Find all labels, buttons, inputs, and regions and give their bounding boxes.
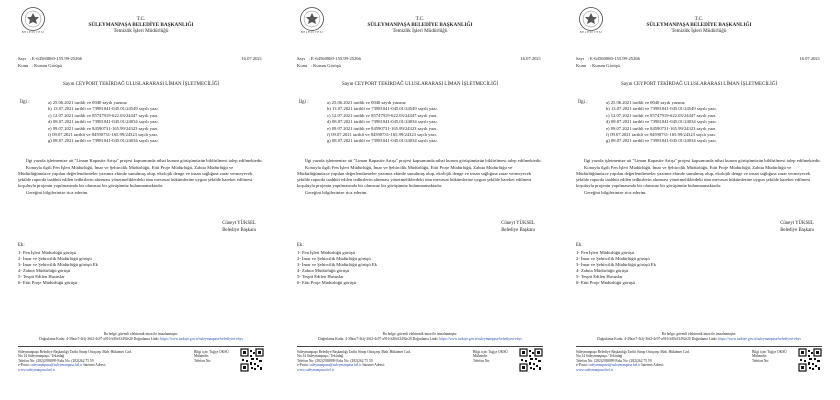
footer-phone: Telefon No: (282)2938899 Faks No: (282)262 75 59 xyxy=(576,358,652,363)
reference-item: a) 25.06.2021 tarihli ve 0040 sayılı yazınız xyxy=(48,100,127,105)
footer-address: Süleymanpaşa Belediye Başkanlığı Tarihi Sinop Ortaçarşı Mah. Hükümet Cad. xyxy=(297,350,411,354)
attachments-list xyxy=(576,250,656,287)
document-number-value: E-64560060-155.99-25266 xyxy=(590,56,640,61)
reference-label-text: İlgi xyxy=(299,100,306,105)
attachment-item: 4- Zabıta Müdürlüğü görüşü xyxy=(576,268,629,274)
attachment-item: 1- Fen İşleri Müdürlüğü görüşü xyxy=(18,250,76,255)
document-number: Sayı : E-64560060-155.99-25266 xyxy=(18,56,82,61)
footer-email-label: e-Posta: xyxy=(18,363,30,368)
document-number-label: Sayı xyxy=(18,56,27,61)
letter-body xyxy=(18,158,264,197)
reference-item: b) 13.07.2021 tarihli ve 73981041-045.01/24549 sayılı yazı. xyxy=(48,106,159,112)
reference-item: c) 12.07.2021 tarihli ve 85747919-622.03/24447 sayılı yazı. xyxy=(606,112,717,118)
footer-divider xyxy=(576,346,822,347)
contact-role: Mühendis xyxy=(473,354,488,359)
reference-label-text: İlgi xyxy=(578,100,585,105)
reference-list xyxy=(48,100,159,145)
document-date: 16.07.2021 xyxy=(241,56,262,61)
document-number: Sayı : E-64560060-155.99-25266 xyxy=(576,56,640,61)
attachment-item: 2- İmar ve Şehircilik Müdürlüğü görüşü xyxy=(18,256,92,262)
attachment-item: 3- İmar ve Şehircilik Müdürlüğü görüşü Ek xyxy=(18,262,98,268)
attachment-item: 3- İmar ve Şehircilik Müdürlüğü görüşü Ek xyxy=(576,262,656,268)
reference-item: d) 08.07.2021 tarihli ve 73981041-045.01/24034 sayılı yazı. xyxy=(48,119,159,125)
verification-line: Bu belge, güvenli elektronik imza ile imzalanmıştır. xyxy=(382,332,458,336)
reference-item: b) 13.07.2021 tarihli ve 73981041-045.01/24549 sayılı yazı. xyxy=(327,106,438,112)
body-paragraph: Gereğini bilgilerinize rica ederim. xyxy=(26,190,89,195)
reference-item: f) 09.07.2021 tarihli ve 84590731-165.99/24323 sayılı yazı. xyxy=(48,132,158,138)
signature-block xyxy=(780,220,814,234)
footer-email[interactable]: suleymanpasa@suleymanpasa.bel.tr xyxy=(30,363,83,368)
footer-web-label: İnternet Adresi: xyxy=(362,363,385,368)
attachment-item: 2- İmar ve Şehircilik Müdürlüğü görüşü xyxy=(576,256,650,262)
document-date: 16.07.2021 xyxy=(520,56,541,61)
verification-link[interactable]: https://www.turkiye.gov.tr/suleymanpasa-belediyesi-ebys xyxy=(160,336,243,341)
footer-email-label: e-Posta: xyxy=(576,363,588,368)
footer-email[interactable]: suleymanpasa@suleymanpasa.bel.tr xyxy=(588,363,641,368)
body-paragraph: Konuyla ilgili Fen İşleri Müdürlüğü, İmar ve Şehircilik Müdürlüğü, Etüt Proje Müdürlüğü, Zabıta Müdürlüğü ve Müdürlüğümüzce yapılan değerlendirmeler yazımız ekinde sunulmuş olup, ekolojik denge ve insan sağlığına zarar vermeyecek şekilde raporda taahhüt edilen tedbirlerin alınması yönetmeliklerdeki tüm mevzuat hükümlerine uygun şekilde hareket edilmesi koşuluyla projenin yapılmasında bir olumsuz bir görüşümüz bulunmamaktadır. xyxy=(297,165,532,188)
footer-website-link[interactable]: www.suleymanpasa.bel.tr xyxy=(576,367,613,372)
document-number-value: E-64560060-155.99-25266 xyxy=(311,56,361,61)
signatory-name: Cüneyt YÜKSEL xyxy=(501,221,535,226)
attachments-label: Ek: xyxy=(576,243,583,248)
attachment-item: 5- Tespit Edilen Hususlar xyxy=(576,274,623,280)
attachment-item: 5- Tespit Edilen Hususlar xyxy=(18,274,65,280)
body-paragraph: Gereğini bilgilerinize rica ederim. xyxy=(305,190,368,195)
subject-value: Kurum Görüşü xyxy=(313,63,341,68)
subject-label: Konu xyxy=(576,63,587,68)
contact-info xyxy=(752,350,787,363)
contact-phone: Telefon No: xyxy=(473,358,491,363)
footer-contact xyxy=(576,350,756,372)
reference-label: İlgi : xyxy=(578,100,588,105)
body-paragraph: Konuyla ilgili Fen İşleri Müdürlüğü, İmar ve Şehircilik Müdürlüğü, Etüt Proje Müdürlüğü, Zabıta Müdürlüğü ve Müdürlüğümüzce yapılan değerlendirmeler yazımız ekinde sunulmuş olup, ekolojik denge ve insan sağlığına zarar vermeyecek şekilde raporda taahhüt edilen tedbirlerin alınması yönetmeliklerdeki tüm mevzuat hükümlerine uygun şekilde hareket edilmesi koşuluyla projenin yapılmasında bir olumsuz bir görüşümüz bulunmamaktadır. xyxy=(18,165,253,188)
letterhead-tc: T.C. xyxy=(415,16,425,22)
subject-label: Konu xyxy=(18,63,29,68)
attachments-label: Ek: xyxy=(297,243,304,248)
verification-note xyxy=(562,332,836,341)
signatory-title: Belediye Başkanı xyxy=(780,228,814,233)
contact-person: Bilgi için: Tuğçe OKSÜ xyxy=(473,350,508,354)
verification-code-line xyxy=(562,337,836,342)
letterhead xyxy=(283,16,557,34)
footer-web-label: İnternet Adresi: xyxy=(641,363,664,368)
contact-phone: Telefon No: xyxy=(194,358,212,363)
subject-label: Konu xyxy=(297,63,308,68)
attachments-list xyxy=(18,250,98,287)
signatory-title: Belediye Başkanı xyxy=(501,228,535,233)
verification-code-line xyxy=(4,337,278,342)
reference-item: g) 08.07.2021 tarihli ve 73981041-045.01/24034 sayılı yazı. xyxy=(606,138,717,144)
signatory-title: Belediye Başkanı xyxy=(222,228,256,233)
footer-address-2: No:14 Süleymanpaşa / Tekirdağ xyxy=(297,354,344,359)
attachment-item: 4- Zabıta Müdürlüğü görüşü xyxy=(297,268,350,274)
document-page xyxy=(283,0,557,400)
letterhead-dept: Temizlik İşleri Müdürlüğü xyxy=(671,28,727,34)
svg-text:B E L E D İ Y E S İ: B E L E D İ Y E S İ xyxy=(300,31,324,34)
addressee: Sayın CEYPORT TEKİRDAĞ ULUSLARARASI LİMAN İŞLETMECİLİĞİ xyxy=(62,82,220,87)
reference-label-text: İlgi xyxy=(20,100,27,105)
footer-email-label: e-Posta: xyxy=(297,363,309,368)
document-subject: Konu : Kurum Görüşü xyxy=(297,63,341,68)
reference-list xyxy=(327,100,438,145)
letterhead-org: SÜLEYMANPAŞA BELEDİYE BAŞKANLIĞI xyxy=(367,22,473,28)
subject-value: Kurum Görüşü xyxy=(592,63,620,68)
attachment-item: 4- Zabıta Müdürlüğü görüşü xyxy=(18,268,71,274)
footer-address-2: No:14 Süleymanpaşa / Tekirdağ xyxy=(18,354,65,359)
footer-web-label: İnternet Adresi: xyxy=(83,363,106,368)
attachment-item: 6- Etüt Proje Müdürlüğü görüşü xyxy=(576,280,635,286)
attachments-label: Ek: xyxy=(18,243,25,248)
document-page xyxy=(4,0,278,400)
verification-note xyxy=(4,332,278,341)
body-paragraph: İlgi yazıda işletmenize ait "Liman Kapasite Artışı" projesi kapsamında nihai kurum görüşümüzün bildirilmesi talep edilmektedir. xyxy=(305,158,542,163)
document-number-value: E-64560060-155.99-25266 xyxy=(32,56,82,61)
signatory-name: Cüneyt YÜKSEL xyxy=(222,221,256,226)
attachment-item: 2- İmar ve Şehircilik Müdürlüğü görüşü xyxy=(297,256,371,262)
body-paragraph: İlgi yazıda işletmenize ait "Liman Kapasite Artışı" projesi kapsamında nihai kurum görüşümüzün bildirilmesi talep edilmektedir. xyxy=(26,158,263,163)
svg-text:B E L E D İ Y E S İ: B E L E D İ Y E S İ xyxy=(21,31,45,34)
svg-text:B E L E D İ Y E S İ: B E L E D İ Y E S İ xyxy=(579,31,603,34)
verification-line: Bu belge, güvenli elektronik imza ile imzalanmıştır. xyxy=(103,332,179,336)
verification-code: Doğrulama Kodu: 4-39aac7-fb1j-36f2-4c97-a916-b30e33492e20 Doğrulama Linki: xyxy=(39,336,160,341)
reference-item: a) 25.06.2021 tarihli ve 0040 sayılı yazınız xyxy=(606,100,685,105)
contact-person: Bilgi için: Tuğçe OKSÜ xyxy=(752,350,787,354)
verification-code-line xyxy=(283,337,557,342)
reference-list xyxy=(606,100,717,145)
document-number-label: Sayı xyxy=(576,56,585,61)
letterhead-org: SÜLEYMANPAŞA BELEDİYE BAŞKANLIĞI xyxy=(88,22,194,28)
letterhead-tc: T.C. xyxy=(136,16,146,22)
contact-role: Mühendis xyxy=(752,354,767,359)
letterhead-dept: Temizlik İşleri Müdürlüğü xyxy=(392,28,448,34)
footer-address: Süleymanpaşa Belediye Başkanlığı Tarihi Sinop Ortaçarşı Mah. Hükümet Cad. xyxy=(576,350,690,354)
footer-phone: Telefon No: (282)2938899 Faks No: (282)262 75 59 xyxy=(297,358,373,363)
addressee: Sayın CEYPORT TEKİRDAĞ ULUSLARARASI LİMAN İŞLETMECİLİĞİ xyxy=(620,82,778,87)
contact-info xyxy=(194,350,229,363)
footer-divider xyxy=(18,346,264,347)
footer-website-link[interactable]: www.suleymanpasa.bel.tr xyxy=(297,367,334,372)
reference-item: e) 09.07.2021 tarihli ve 84590731-165.99/24323 sayılı yazı. xyxy=(327,125,438,131)
reference-item: d) 08.07.2021 tarihli ve 73981041-045.01/24034 sayılı yazı. xyxy=(327,119,438,125)
document-number: Sayı : E-64560060-155.99-25266 xyxy=(297,56,361,61)
verification-code: Doğrulama Kodu: 4-39aac7-fb1j-36f2-4c97-a916-b30e33492e20 Doğrulama Linki: xyxy=(597,336,718,341)
verification-link[interactable]: https://www.turkiye.gov.tr/suleymanpasa-belediyesi-ebys xyxy=(718,336,801,341)
reference-label: İlgi : xyxy=(299,100,309,105)
contact-person: Bilgi için: Tuğçe OKSÜ xyxy=(194,350,229,354)
document-date: 16.07.2021 xyxy=(799,56,820,61)
reference-item: g) 08.07.2021 tarihli ve 73981041-045.01/24034 sayılı yazı. xyxy=(48,138,159,144)
footer-contact xyxy=(297,350,477,372)
reference-item: b) 13.07.2021 tarihli ve 73981041-045.01/24549 sayılı yazı. xyxy=(606,106,717,112)
qr-code-icon xyxy=(240,348,264,372)
footer-email[interactable]: suleymanpasa@suleymanpasa.bel.tr xyxy=(309,363,362,368)
reference-item: c) 12.07.2021 tarihli ve 85747919-622.03/24447 sayılı yazı. xyxy=(327,112,438,118)
letterhead xyxy=(562,16,836,34)
letterhead xyxy=(4,16,278,34)
contact-info xyxy=(473,350,508,363)
reference-item: d) 08.07.2021 tarihli ve 73981041-045.01/24034 sayılı yazı. xyxy=(606,119,717,125)
document-subject: Konu : Kurum Görüşü xyxy=(18,63,62,68)
letter-body xyxy=(297,158,543,197)
reference-item: a) 25.06.2021 tarihli ve 0040 sayılı yazınız xyxy=(327,100,406,105)
document-subject: Konu : Kurum Görüşü xyxy=(576,63,620,68)
body-paragraph: Gereğini bilgilerinize rica ederim. xyxy=(584,190,647,195)
reference-item: e) 09.07.2021 tarihli ve 84590731-165.99/24323 sayılı yazı. xyxy=(48,125,159,131)
reference-item: c) 12.07.2021 tarihli ve 85747919-622.03/24447 sayılı yazı. xyxy=(48,112,159,118)
body-paragraph: Konuyla ilgili Fen İşleri Müdürlüğü, İmar ve Şehircilik Müdürlüğü, Etüt Proje Müdürlüğü, Zabıta Müdürlüğü ve Müdürlüğümüzce yapılan değerlendirmeler yazımız ekinde sunulmuş olup, ekolojik denge ve insan sağlığına zarar vermeyecek şekilde raporda taahhüt edilen tedbirlerin alınması yönetmeliklerdeki tüm mevzuat hükümlerine uygun şekilde hareket edilmesi koşuluyla projenin yapılmasında bir olumsuz bir görüşümüz bulunmamaktadır. xyxy=(576,165,811,188)
document-number-label: Sayı xyxy=(297,56,306,61)
reference-item: f) 09.07.2021 tarihli ve 84590731-165.99/24323 sayılı yazı. xyxy=(327,132,437,138)
contact-phone: Telefon No: xyxy=(752,358,770,363)
signatory-name: Cüneyt YÜKSEL xyxy=(780,221,814,226)
attachment-item: 6- Etüt Proje Müdürlüğü görüşü xyxy=(18,280,77,286)
reference-label: İlgi : xyxy=(20,100,30,105)
footer-website-link[interactable]: www.suleymanpasa.bel.tr xyxy=(18,367,55,372)
footer-divider xyxy=(297,346,543,347)
footer-contact xyxy=(18,350,198,372)
addressee: Sayın CEYPORT TEKİRDAĞ ULUSLARARASI LİMAN İŞLETMECİLİĞİ xyxy=(341,82,499,87)
contact-role: Mühendis xyxy=(194,354,209,359)
qr-code-icon xyxy=(798,348,822,372)
letter-body xyxy=(576,158,822,197)
letterhead-org: SÜLEYMANPAŞA BELEDİYE BAŞKANLIĞI xyxy=(646,22,752,28)
subject-value: Kurum Görüşü xyxy=(34,63,62,68)
attachment-item: 1- Fen İşleri Müdürlüğü görüşü xyxy=(297,250,355,255)
verification-code: Doğrulama Kodu: 4-39aac7-fb1j-36f2-4c97-a916-b30e33492e20 Doğrulama Linki: xyxy=(318,336,439,341)
signature-block xyxy=(222,220,256,234)
attachment-item: 5- Tespit Edilen Hususlar xyxy=(297,274,344,280)
document-page xyxy=(562,0,836,400)
footer-phone: Telefon No: (282)2938899 Faks No: (282)262 75 59 xyxy=(18,358,94,363)
letterhead-tc: T.C. xyxy=(694,16,704,22)
reference-item: g) 08.07.2021 tarihli ve 73981041-045.01/24034 sayılı yazı. xyxy=(327,138,438,144)
reference-item: e) 09.07.2021 tarihli ve 84590731-165.99/24323 sayılı yazı. xyxy=(606,125,717,131)
verification-line: Bu belge, güvenli elektronik imza ile imzalanmıştır. xyxy=(661,332,737,336)
attachment-item: 6- Etüt Proje Müdürlüğü görüşü xyxy=(297,280,356,286)
signature-block xyxy=(501,220,535,234)
letterhead-dept: Temizlik İşleri Müdürlüğü xyxy=(113,28,169,34)
footer-address: Süleymanpaşa Belediye Başkanlığı Tarihi Sinop Ortaçarşı Mah. Hükümet Cad. xyxy=(18,350,132,354)
verification-link[interactable]: https://www.turkiye.gov.tr/suleymanpasa-belediyesi-ebys xyxy=(439,336,522,341)
verification-note xyxy=(283,332,557,341)
footer-address-2: No:14 Süleymanpaşa / Tekirdağ xyxy=(576,354,623,359)
qr-code-icon xyxy=(519,348,543,372)
reference-item: f) 09.07.2021 tarihli ve 84590731-165.99/24323 sayılı yazı. xyxy=(606,132,716,138)
attachment-item: 3- İmar ve Şehircilik Müdürlüğü görüşü Ek xyxy=(297,262,377,268)
attachments-list xyxy=(297,250,377,287)
attachment-item: 1- Fen İşleri Müdürlüğü görüşü xyxy=(576,250,634,255)
body-paragraph: İlgi yazıda işletmenize ait "Liman Kapasite Artışı" projesi kapsamında nihai kurum görüşümüzün bildirilmesi talep edilmektedir. xyxy=(584,158,821,163)
